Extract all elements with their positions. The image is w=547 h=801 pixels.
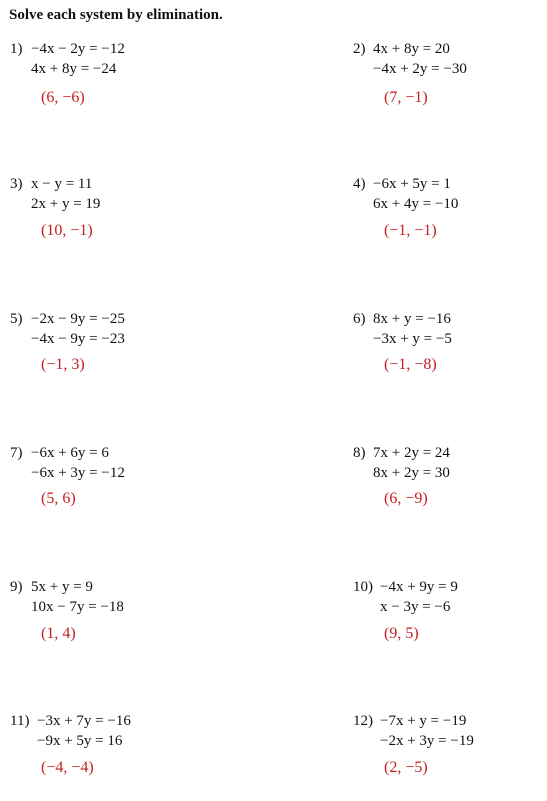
answer-3: (10, −1)	[41, 222, 93, 239]
worksheet-title: Solve each system by elimination.	[9, 7, 223, 23]
answer-7: (5, 6)	[41, 490, 76, 507]
equation-1: −3x + 7y = −16	[37, 713, 131, 729]
problem-1	[10, 39, 260, 79]
equation-1: 8x + y = −16	[373, 311, 451, 327]
answer-5: (−1, 3)	[41, 356, 85, 373]
equation-2: x − 3y = −6	[380, 599, 451, 615]
equation-1: −4x + 9y = 9	[380, 579, 458, 595]
equation-2: 8x + 2y = 30	[373, 465, 450, 481]
problem-10	[353, 577, 547, 617]
equation-1: −2x − 9y = −25	[31, 311, 125, 327]
problem-number: 5)	[10, 311, 23, 327]
answer-9: (1, 4)	[41, 625, 76, 642]
equation-1: x − y = 11	[31, 176, 93, 192]
equation-2: 2x + y = 19	[31, 196, 101, 212]
equation-1: −7x + y = −19	[380, 713, 467, 729]
problem-number: 11)	[10, 713, 30, 729]
equation-1: −6x + 6y = 6	[31, 445, 109, 461]
answer-2: (7, −1)	[384, 89, 428, 106]
problem-number: 6)	[353, 311, 366, 327]
answer-1: (6, −6)	[41, 89, 85, 106]
equation-2: −9x + 5y = 16	[37, 733, 123, 749]
problem-number: 4)	[353, 176, 366, 192]
equation-2: −4x + 2y = −30	[373, 61, 467, 77]
problem-number: 7)	[10, 445, 23, 461]
equation-1: −4x − 2y = −12	[31, 41, 125, 57]
equation-2: 6x + 4y = −10	[373, 196, 459, 212]
problem-number: 2)	[353, 41, 366, 57]
equation-1: 7x + 2y = 24	[373, 445, 450, 461]
problem-number: 9)	[10, 579, 23, 595]
answer-6: (−1, −8)	[384, 356, 437, 373]
answer-8: (6, −9)	[384, 490, 428, 507]
equation-1: 4x + 8y = 20	[373, 41, 450, 57]
answer-12: (2, −5)	[384, 759, 428, 776]
answer-4: (−1, −1)	[384, 222, 437, 239]
problem-4	[353, 174, 547, 214]
problem-number: 1)	[10, 41, 23, 57]
equation-2: −3x + y = −5	[373, 331, 452, 347]
problem-number: 3)	[10, 176, 23, 192]
problem-5	[10, 309, 260, 349]
problem-9	[10, 577, 260, 617]
problem-7	[10, 443, 260, 483]
equation-2: 4x + 8y = −24	[31, 61, 117, 77]
problem-number: 8)	[353, 445, 366, 461]
answer-10: (9, 5)	[384, 625, 419, 642]
problem-12	[353, 711, 547, 751]
problem-number: 12)	[353, 713, 373, 729]
equation-2: 10x − 7y = −18	[31, 599, 124, 615]
problem-2	[353, 39, 547, 79]
equation-1: 5x + y = 9	[31, 579, 93, 595]
equation-1: −6x + 5y = 1	[373, 176, 451, 192]
equation-2: −4x − 9y = −23	[31, 331, 125, 347]
problem-8	[353, 443, 547, 483]
problem-11	[10, 711, 260, 751]
problem-number: 10)	[353, 579, 373, 595]
problem-6	[353, 309, 547, 349]
equation-2: −2x + 3y = −19	[380, 733, 474, 749]
answer-11: (−4, −4)	[41, 759, 94, 776]
equation-2: −6x + 3y = −12	[31, 465, 125, 481]
problem-3	[10, 174, 260, 214]
